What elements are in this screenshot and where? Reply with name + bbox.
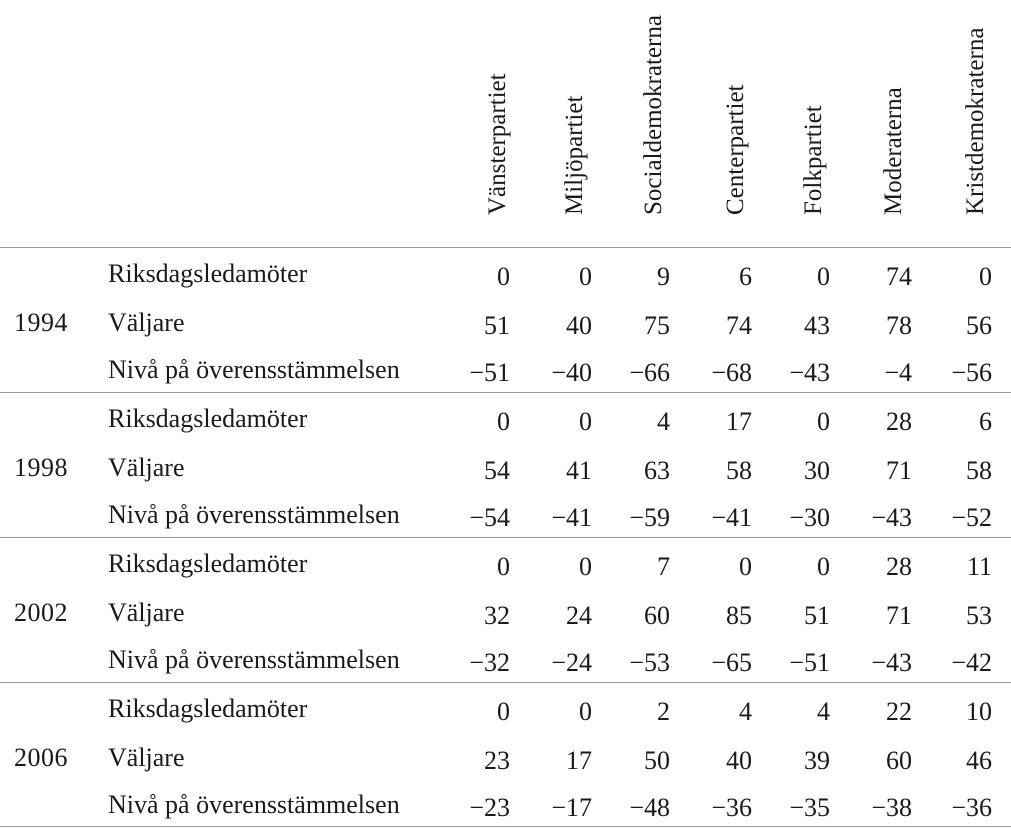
- group-divider: [0, 247, 1011, 248]
- table-cell: −52: [951, 503, 992, 532]
- table-cell: −43: [871, 648, 912, 677]
- table-cell: 74: [726, 311, 752, 340]
- table-cell: 0: [497, 262, 510, 291]
- table-cell: −65: [711, 648, 752, 677]
- table-cell: −30: [789, 503, 830, 532]
- bottom-rule: [0, 826, 1011, 827]
- table-cell: 0: [497, 697, 510, 726]
- row-label: Riksdagsledamöter: [108, 549, 308, 578]
- table-cell: −41: [711, 503, 752, 532]
- row-label: Nivå på överensstämmelsen: [108, 500, 400, 529]
- row-label: Riksdagsledamöter: [108, 259, 308, 288]
- table-cell: 60: [644, 601, 670, 630]
- table-cell: 63: [644, 456, 670, 485]
- table-cell: −66: [629, 358, 670, 387]
- table-cell: −40: [551, 358, 592, 387]
- table-cell: 28: [886, 552, 912, 581]
- table-cell: −24: [551, 648, 592, 677]
- table-cell: −32: [469, 648, 510, 677]
- table-cell: 17: [726, 407, 752, 436]
- table-cell: −17: [551, 793, 592, 822]
- table-cell: 56: [966, 311, 992, 340]
- table-cell: 43: [804, 311, 830, 340]
- table-cell: 60: [886, 746, 912, 775]
- row-label: Riksdagsledamöter: [108, 694, 308, 723]
- table-cell: −53: [629, 648, 670, 677]
- column-header-label: Folkpartiet: [800, 105, 827, 215]
- year-label: 2002: [14, 598, 68, 627]
- table-cell: 51: [484, 311, 510, 340]
- table-cell: 74: [886, 262, 912, 291]
- table-cell: 9: [657, 262, 670, 291]
- table-cell: 85: [726, 601, 752, 630]
- table-cell: 11: [966, 552, 992, 581]
- column-header-label: Centerpartiet: [722, 84, 749, 215]
- row-label: Riksdagsledamöter: [108, 404, 308, 433]
- table-cell: 6: [739, 262, 752, 291]
- group-divider: [0, 392, 1011, 393]
- table-cell: 50: [644, 746, 670, 775]
- table-cell: 24: [566, 601, 592, 630]
- row-label: Väljare: [108, 453, 185, 482]
- column-header-label: Vänsterpartiet: [484, 73, 511, 215]
- table-cell: 71: [886, 456, 912, 485]
- year-label: 2006: [14, 743, 68, 772]
- table-cell: 54: [484, 456, 510, 485]
- table-cell: 39: [804, 746, 830, 775]
- table-cell: −23: [469, 793, 510, 822]
- group-divider: [0, 682, 1011, 683]
- table-cell: 78: [886, 311, 912, 340]
- group-divider: [0, 537, 1011, 538]
- year-label: 1998: [14, 453, 68, 482]
- table-cell: −38: [871, 793, 912, 822]
- column-header: [863, 0, 923, 240]
- row-label: Nivå på överensstämmelsen: [108, 355, 400, 384]
- row-label: Väljare: [108, 308, 185, 337]
- table-cell: −59: [629, 503, 670, 532]
- table-cell: 0: [739, 552, 752, 581]
- table-cell: 0: [579, 552, 592, 581]
- table-cell: 30: [804, 456, 830, 485]
- table-cell: 0: [497, 407, 510, 436]
- table-cell: 6: [979, 407, 992, 436]
- table-cell: 0: [579, 697, 592, 726]
- row-label: Nivå på överensstämmelsen: [108, 645, 400, 674]
- table-cell: 22: [886, 697, 912, 726]
- table-cell: 0: [579, 407, 592, 436]
- column-header-label: Moderaterna: [880, 87, 907, 215]
- table-cell: 58: [726, 456, 752, 485]
- row-label: Väljare: [108, 743, 185, 772]
- table-cell: 17: [566, 746, 592, 775]
- table-cell: 71: [886, 601, 912, 630]
- table-cell: 0: [579, 262, 592, 291]
- table-cell: 58: [966, 456, 992, 485]
- table-cell: −41: [551, 503, 592, 532]
- table-cell: −35: [789, 793, 830, 822]
- table-cell: 40: [566, 311, 592, 340]
- table-cell: −4: [884, 358, 912, 387]
- column-header: [945, 0, 1005, 240]
- table-cell: 4: [657, 407, 670, 436]
- column-header: [623, 0, 683, 240]
- year-label: 1994: [14, 308, 68, 337]
- table-cell: 2: [657, 697, 670, 726]
- table-cell: 10: [966, 697, 992, 726]
- column-header-label: Miljöpartiet: [561, 95, 588, 215]
- column-header-label: Kristdemokraterna: [962, 27, 989, 215]
- table-cell: 0: [817, 262, 830, 291]
- table-cell: 0: [817, 407, 830, 436]
- table-cell: 4: [739, 697, 752, 726]
- table-cell: −56: [951, 358, 992, 387]
- table-cell: −51: [469, 358, 510, 387]
- column-header: [783, 0, 843, 240]
- table-cell: −68: [711, 358, 752, 387]
- table-cell: 28: [886, 407, 912, 436]
- table-cell: 51: [804, 601, 830, 630]
- table-cell: 46: [966, 746, 992, 775]
- column-header-label: Socialdemokraterna: [640, 15, 667, 215]
- table-cell: 32: [484, 601, 510, 630]
- table-cell: 23: [484, 746, 510, 775]
- table-cell: 40: [726, 746, 752, 775]
- table-cell: −51: [789, 648, 830, 677]
- table-cell: −36: [711, 793, 752, 822]
- table-cell: −48: [629, 793, 670, 822]
- table-cell: 53: [966, 601, 992, 630]
- column-header: [467, 0, 527, 240]
- table-cell: −42: [951, 648, 992, 677]
- table-cell: 4: [817, 697, 830, 726]
- column-header: [705, 0, 765, 240]
- table-cell: 0: [497, 552, 510, 581]
- row-label: Väljare: [108, 598, 185, 627]
- table-cell: 41: [566, 456, 592, 485]
- table-cell: −54: [469, 503, 510, 532]
- table-cell: −43: [789, 358, 830, 387]
- row-label: Nivå på överensstämmelsen: [108, 790, 400, 819]
- table-cell: 0: [817, 552, 830, 581]
- column-header: [544, 0, 604, 240]
- table-cell: 0: [979, 262, 992, 291]
- table-cell: 75: [644, 311, 670, 340]
- table-cell: 7: [657, 552, 670, 581]
- table-cell: −43: [871, 503, 912, 532]
- table-cell: −36: [951, 793, 992, 822]
